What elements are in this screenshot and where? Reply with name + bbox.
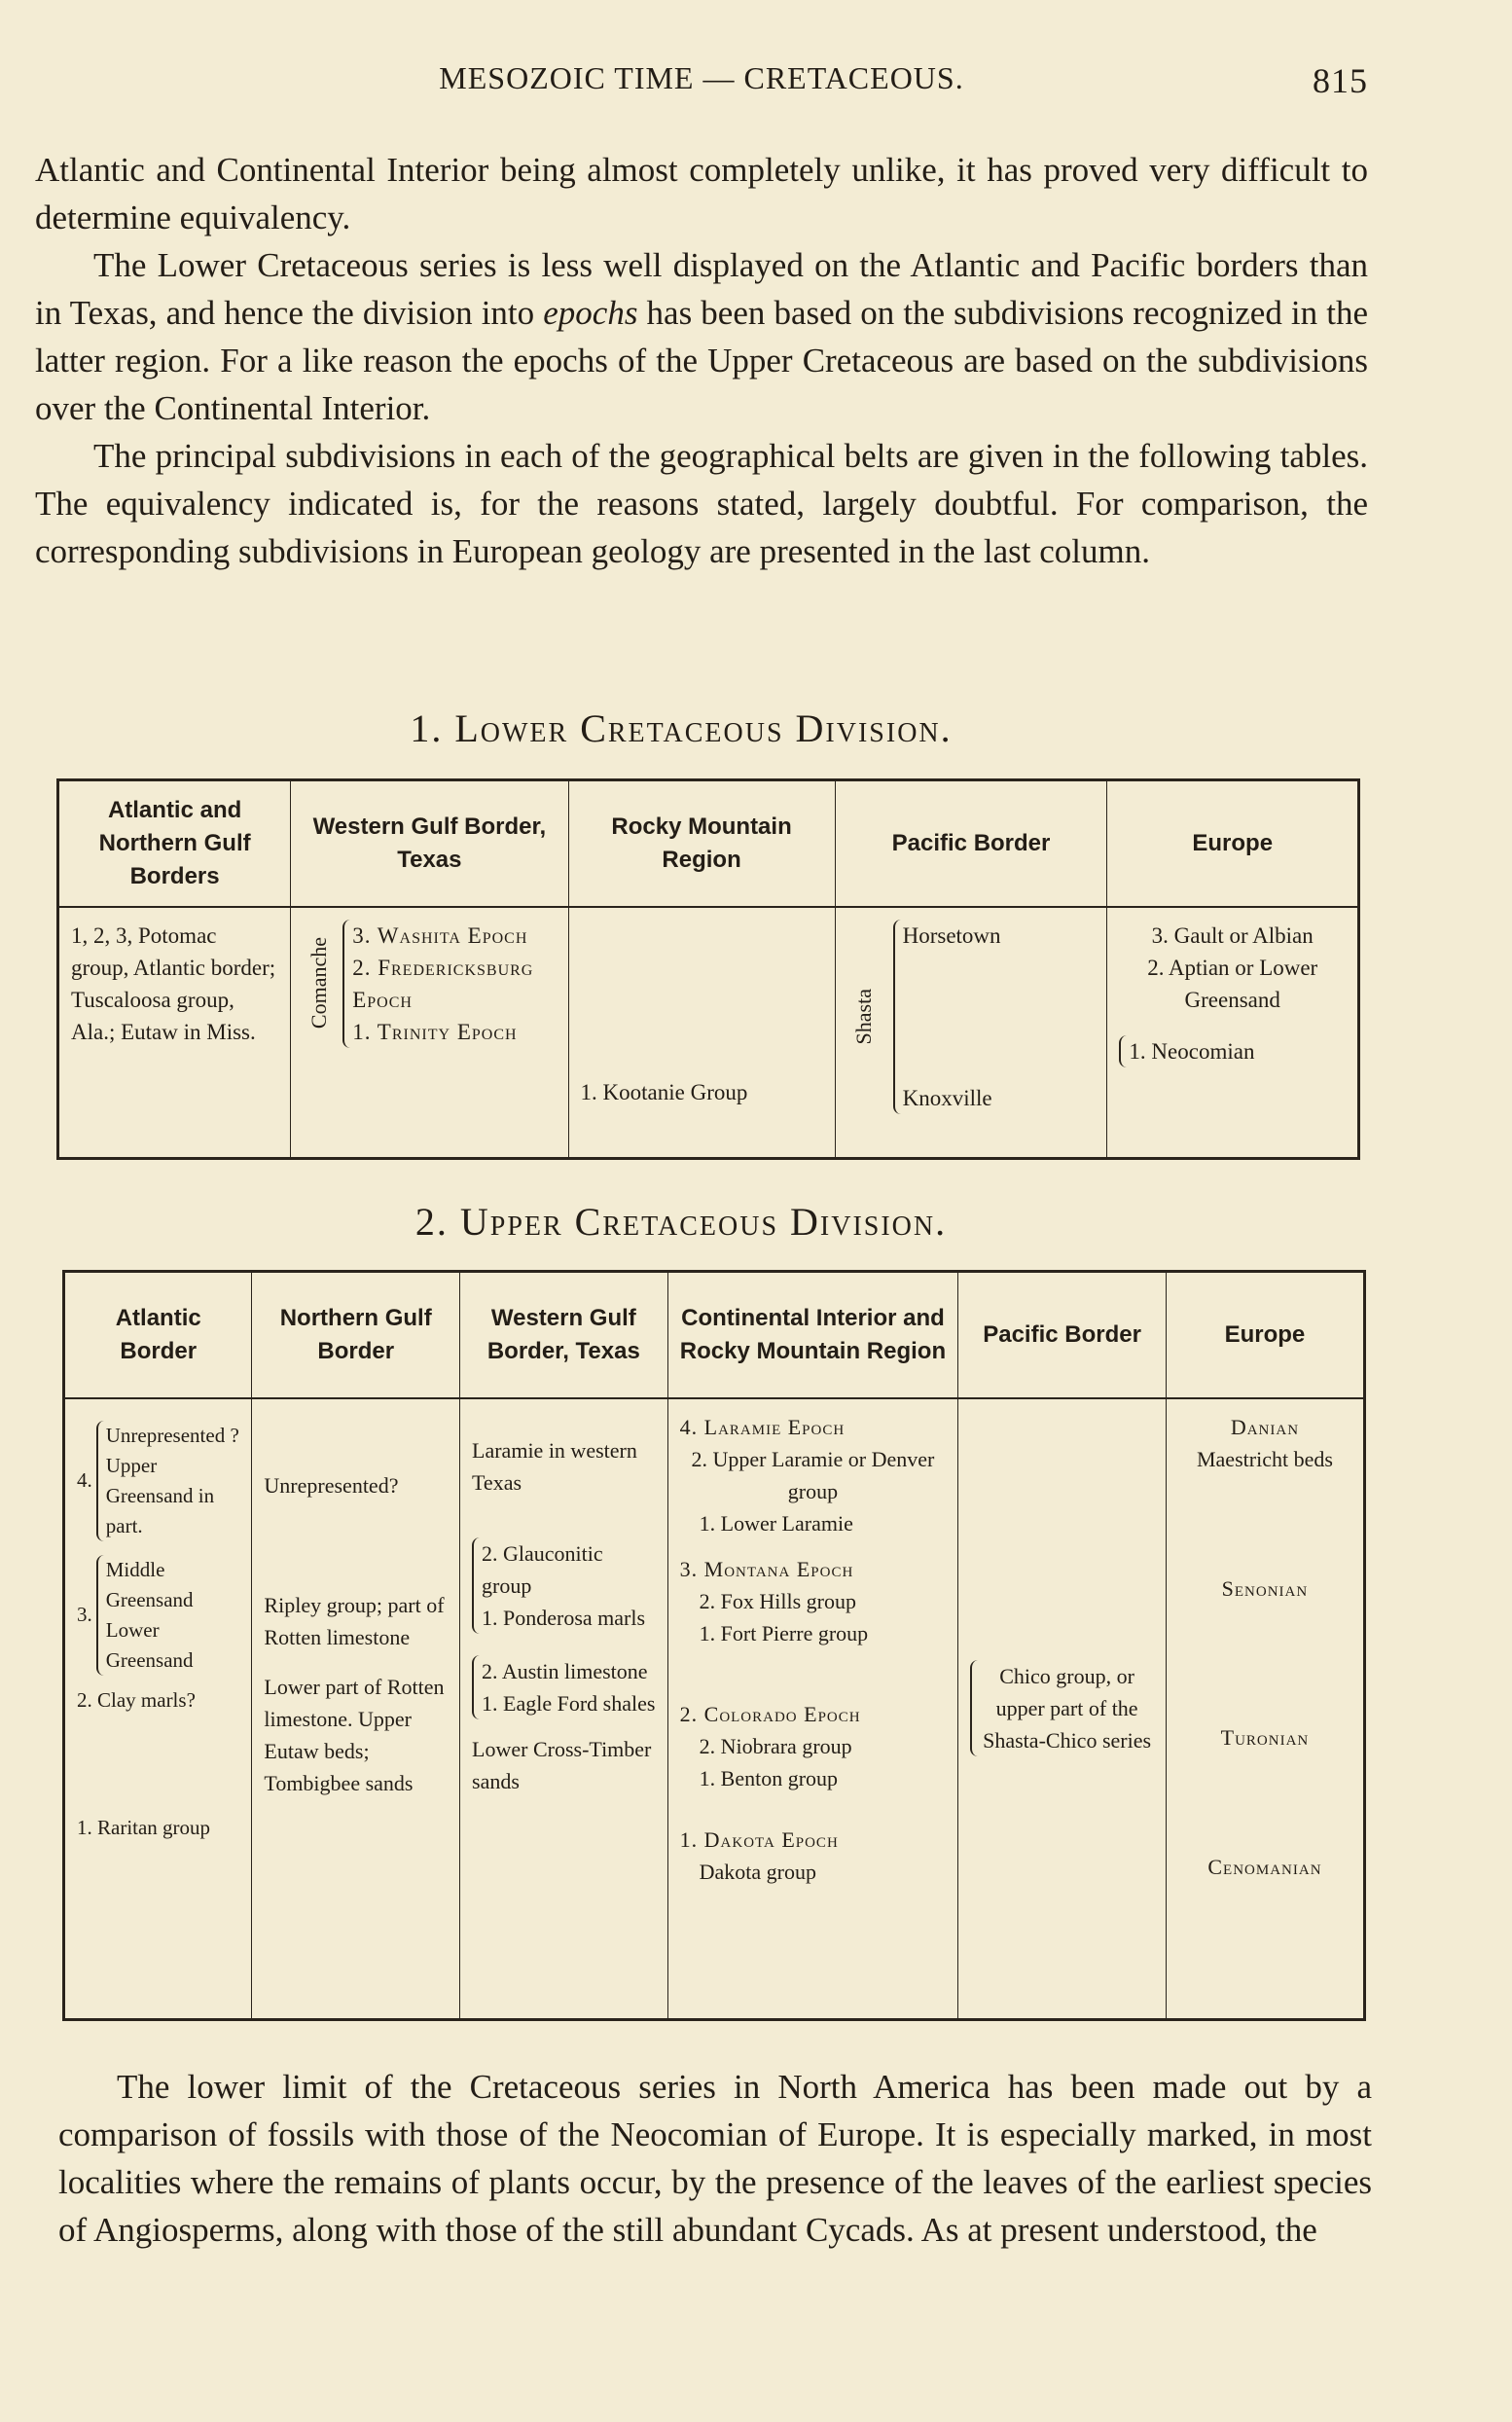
upper-header-pacific: Pacific Border (958, 1272, 1167, 1398)
upper-header-europe: Europe (1166, 1272, 1364, 1398)
lower-header-pacific: Pacific Border (835, 780, 1107, 907)
lower-texas-cell (291, 907, 568, 1159)
lower-cretaceous-table (56, 778, 1360, 1160)
page-number: 815 (1313, 61, 1368, 100)
upper-interior-cell: 4. Laramie Epoch 2. Upper Laramie or Denver group 1. Lower Laramie 3. Montana Epoch 2. Fox Hills group 1. Fort Pierre group 2. Colorado Epoch 2. Niobrara group 1. Benton group 1. Dakota Epoch Dakota group (667, 1398, 958, 2020)
lower-header-rocky: Rocky Mountain Region (568, 780, 835, 907)
upper-header-texas: Western Gulf Border, Texas (460, 1272, 668, 1398)
lower-header-atlantic: Atlantic and Northern Gulf Borders (58, 780, 291, 907)
knoxville: Knoxville (902, 1085, 992, 1110)
paragraph-4: The lower limit of the Cretaceous series in North America has been made out by a comparison of fossils with those of the Neocomian of Europe. It is especially marked, in most localities where the remains of plants occur, by the presence of the leaves of the earliest species of Angiosperms, along with those of the still abundant Cycads. As at present understood, the (58, 2068, 1372, 2249)
intro-text (35, 146, 1368, 575)
lower-europe-cell: 3. Gault or Albian 2. Aptian or Lower Greensand 1. Neocomian (1107, 907, 1359, 1159)
paragraph-2: The Lower Cretaceous series is less well displayed on the Atlantic and Pacific borders than in Texas, and hence the division into epochs has been based on the subdivisions recognized in the latter region. For a like reason the epochs of the Upper Cretaceous are based on the subdivisions over the Continental Interior. (35, 246, 1368, 427)
texas-epochs: 3. Washita Epoch 2. Fredericksburg Epoch 1. Trinity Epoch (342, 920, 556, 1048)
lower-header-texas: Western Gulf Border, Texas (291, 780, 568, 907)
lower-header-europe: Europe (1107, 780, 1359, 907)
lower-rocky-cell: 1. Kootanie Group (568, 907, 835, 1159)
emphasis-epochs: epochs (543, 294, 638, 332)
upper-cretaceous-table (62, 1270, 1366, 2021)
upper-europe-cell: Danian Maestricht beds Senonian Turonian Cenomanian (1196, 1414, 1333, 1879)
upper-texas-cell: Laramie in western Texas 2. Glauconitic group 1. Ponderosa marls 2. Austin limestone 1. Eagle Ford shales Lower Cross-Timber sands (460, 1398, 668, 2020)
upper-northern-gulf-cell: Unrepresented? Ripley group; part of Rotten limestone Lower part of Rotten limestone. Upper Eutaw beds; Tombigbee sands (252, 1398, 460, 2020)
closing-text (58, 2063, 1372, 2254)
horsetown: Horsetown (902, 922, 1001, 948)
lower-pacific-cell (835, 907, 1107, 1159)
upper-header-atlantic: Atlantic Border (64, 1272, 252, 1398)
upper-table-caption: 2. Upper Cretaceous Division. (414, 1200, 948, 1244)
comanche-label: Comanche (306, 937, 332, 1030)
upper-header-northern-gulf: Northern Gulf Border (252, 1272, 460, 1398)
running-title: MESOZOIC TIME — CRETACEOUS. (439, 60, 964, 95)
pacific-groups (893, 920, 1001, 1114)
upper-atlantic-cell: 4. Unrepresented ? Upper Greensand in part. 3. Middle Greensand Lower Greensand 2. Clay marls? 1. Raritan group (64, 1398, 252, 2020)
upper-pacific-cell: Chico group, or upper part of the Shasta-Chico series (958, 1398, 1167, 2020)
lower-table-caption: 1. Lower Cretaceous Division. (410, 706, 953, 750)
upper-header-interior: Continental Interior and Rocky Mountain Region (667, 1272, 958, 1398)
paragraph-3: The principal subdivisions in each of the geographical belts are given in the following tables. The equivalency indicated is, for the reasons stated, largely doubtful. For comparison, the corresponding subdivisions in European geology are presented in the last column. (35, 437, 1368, 570)
lower-atlantic-cell: 1, 2, 3, Potomac group, Atlantic border; Tuscaloosa group, Ala.; Eutaw in Miss. (58, 907, 291, 1159)
shasta-label: Shasta (850, 988, 876, 1045)
running-header (35, 60, 1368, 107)
paragraph-1: Atlantic and Continental Interior being almost completely unlike, it has proved very difficult to determine equivalency. (35, 151, 1368, 236)
